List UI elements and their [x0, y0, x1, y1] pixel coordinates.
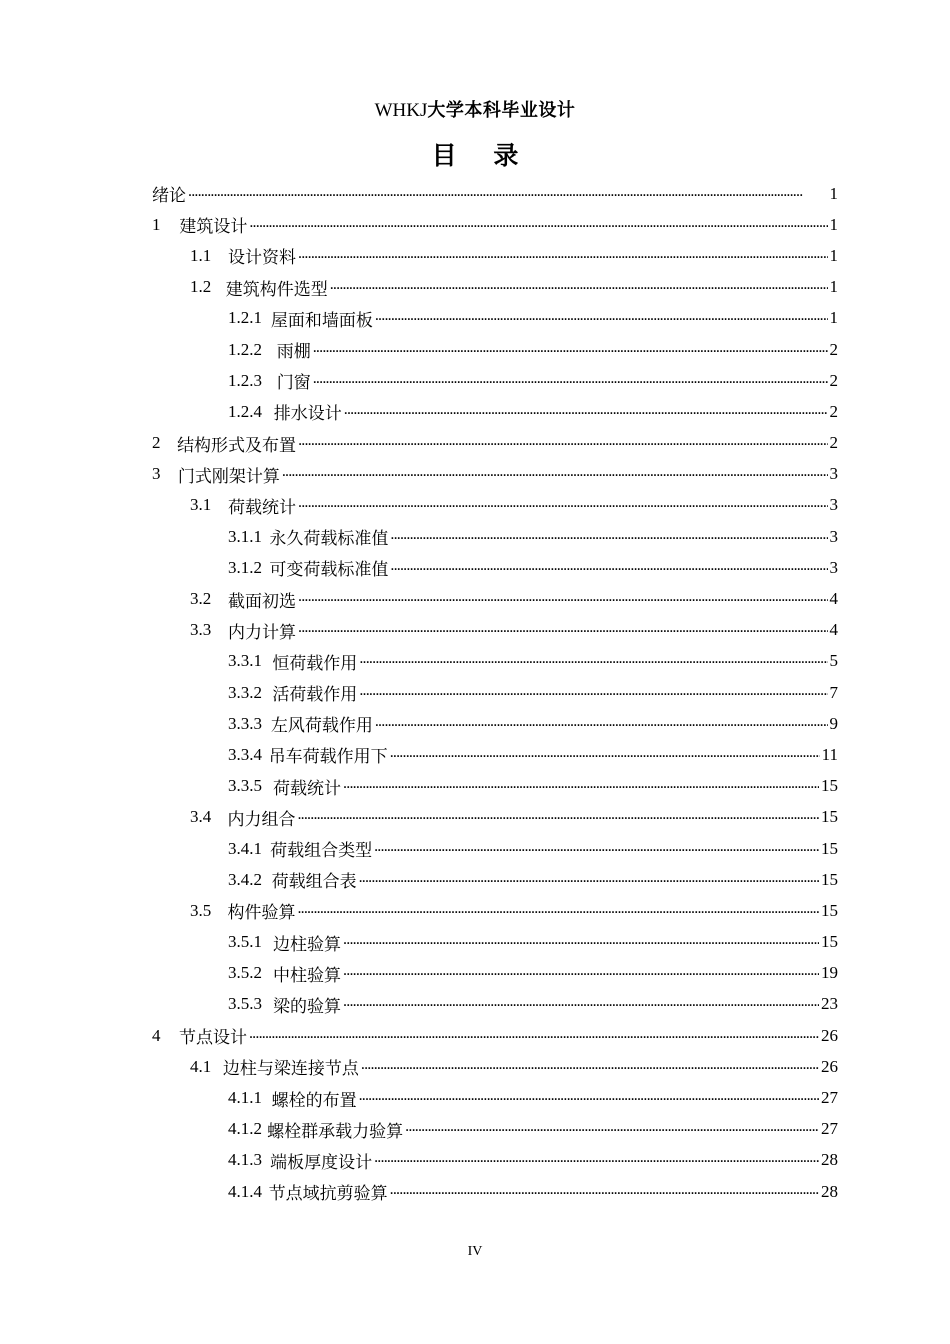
toc-entry-page: 19 — [821, 963, 838, 983]
toc-entry[interactable] — [152, 1176, 838, 1207]
toc-entry-page: 23 — [821, 994, 838, 1014]
toc-dot-leader — [344, 401, 828, 419]
toc-entry[interactable] — [152, 1020, 838, 1051]
toc-entry-number: 3.2 — [190, 589, 212, 609]
header-title: 大学本科毕业设计 — [427, 100, 576, 121]
toc-entry-label: 绪论 — [152, 186, 186, 207]
toc-entry-label: 活荷载作用 — [272, 685, 358, 706]
toc-entry-number: 3.1.1 — [228, 526, 262, 546]
toc-dot-leader — [249, 1025, 819, 1043]
toc-entry-label: 截面初选 — [228, 591, 297, 612]
toc-entry-number: 3.4.1 — [228, 838, 262, 858]
toc-entry[interactable] — [152, 552, 838, 583]
toc-entry-label: 荷载组合表 — [271, 872, 357, 893]
toc-entry-number: 3.5 — [190, 900, 212, 920]
toc-entry-number: 4.1.2 — [228, 1119, 262, 1139]
toc-entry[interactable] — [152, 1082, 838, 1113]
toc-entry-page: 1 — [829, 277, 838, 297]
toc-entry-number: 3.5.2 — [228, 963, 262, 983]
toc-entry[interactable] — [152, 646, 838, 677]
toc-entry-label: 永久荷载标准值 — [269, 529, 389, 550]
toc-entry-label: 构件验算 — [227, 903, 296, 924]
toc-dot-leader — [282, 463, 828, 481]
toc-entry-number: 3.3 — [190, 620, 212, 640]
toc-entry-label: 螺栓群承载力验算 — [267, 1121, 404, 1142]
toc-entry-number: 1 — [152, 214, 161, 234]
toc-entry-number: 3 — [152, 464, 161, 484]
toc-dot-leader — [390, 1181, 819, 1199]
toc-entry-number: 3.1.2 — [228, 557, 262, 577]
toc-entry-number: 4.1.4 — [228, 1181, 262, 1201]
toc-entry-label: 可变荷载标准值 — [269, 560, 389, 581]
toc-entry-label: 雨棚 — [276, 342, 311, 363]
toc-entry-label: 节点设计 — [178, 1028, 247, 1049]
toc-entry-page: 28 — [821, 1181, 838, 1201]
toc-entry-label: 荷载统计 — [228, 497, 297, 518]
toc-entry-label: 中柱验算 — [273, 965, 342, 986]
toc-entry-label: 设计资料 — [228, 248, 297, 269]
toc-entry[interactable] — [152, 895, 838, 926]
toc-dot-leader — [297, 806, 819, 824]
page-number: IV — [467, 1244, 483, 1259]
toc-dot-leader — [298, 494, 827, 512]
toc-entry-page: 2 — [829, 339, 838, 359]
toc-title: 目 录 — [431, 141, 533, 170]
toc-entry[interactable] — [152, 708, 838, 739]
toc-entry[interactable] — [152, 1114, 838, 1145]
toc-dot-leader — [374, 838, 819, 856]
toc-entry[interactable] — [152, 303, 838, 334]
toc-dot-leader — [343, 993, 819, 1011]
toc-dot-leader — [359, 1087, 819, 1105]
toc-dot-leader — [297, 900, 819, 918]
toc-entry-label: 排水设计 — [273, 404, 342, 425]
toc-entry-label: 荷载统计 — [273, 778, 342, 799]
toc-entry-label: 梁的验算 — [273, 996, 342, 1017]
toc-entry[interactable] — [152, 490, 838, 521]
toc-dot-leader — [188, 183, 828, 201]
toc-entry-number: 4.1 — [190, 1056, 212, 1076]
toc-entry-page: 3 — [829, 495, 838, 515]
toc-dot-leader — [390, 526, 827, 544]
toc-entry[interactable] — [152, 989, 838, 1020]
toc-dot-leader — [359, 869, 819, 887]
toc-entry-page: 9 — [829, 713, 838, 733]
toc-dot-leader — [375, 307, 828, 325]
toc-entry-number: 1.2 — [190, 277, 212, 297]
toc-entry-number: 3.5.1 — [228, 932, 262, 952]
toc-dot-leader — [249, 214, 827, 232]
toc-entry-page: 15 — [821, 900, 838, 920]
toc-entry-page: 4 — [829, 589, 838, 609]
toc-dot-leader — [359, 650, 827, 668]
toc-entry-label: 螺栓的布置 — [271, 1090, 357, 1111]
toc-dot-leader — [361, 1056, 819, 1074]
toc-entry[interactable] — [152, 396, 838, 427]
toc-entry[interactable] — [152, 802, 838, 833]
toc-entry-page: 15 — [821, 869, 838, 889]
toc-entry-label: 恒荷载作用 — [272, 653, 358, 674]
toc-entry-page: 15 — [821, 776, 838, 796]
toc-entry[interactable] — [152, 864, 838, 895]
toc-entry-label: 吊车荷载作用下 — [268, 747, 388, 768]
toc-dot-leader — [313, 339, 828, 357]
toc-entry-label: 内力组合 — [227, 809, 296, 830]
toc-entry[interactable] — [152, 958, 838, 989]
toc-entry-page: 5 — [829, 651, 838, 671]
toc-entry[interactable] — [152, 521, 838, 552]
toc-dot-leader — [390, 744, 820, 762]
toc-entry[interactable] — [152, 1145, 838, 1176]
toc-dot-leader — [298, 619, 827, 637]
toc-entry-page: 1 — [829, 183, 838, 203]
toc-entry-number: 1.2.4 — [228, 401, 262, 421]
toc-dot-leader — [343, 931, 819, 949]
toc-entry-label: 端板厚度设计 — [270, 1152, 373, 1173]
page-header — [0, 96, 950, 122]
toc-entry[interactable] — [152, 927, 838, 958]
toc-entry-page: 15 — [821, 932, 838, 952]
toc-entry[interactable] — [152, 615, 838, 646]
toc-dot-leader — [359, 682, 827, 700]
toc-entry-number: 3.5.3 — [228, 994, 262, 1014]
toc-entry-number: 4.1.1 — [228, 1088, 262, 1108]
toc-entry-label: 左风荷载作用 — [270, 716, 373, 737]
toc-entry[interactable] — [152, 178, 838, 209]
toc-entry-page: 27 — [821, 1088, 838, 1108]
toc-entry[interactable] — [152, 459, 838, 490]
toc-dot-leader — [343, 775, 819, 793]
toc-dot-leader — [343, 962, 819, 980]
toc-entry-page: 1 — [829, 245, 838, 265]
toc-entry[interactable] — [152, 334, 838, 365]
toc-entry[interactable] — [152, 739, 838, 770]
toc-dot-leader — [390, 557, 827, 575]
toc-entry-page: 28 — [821, 1150, 838, 1170]
toc-entry-number: 1.2.3 — [228, 370, 262, 390]
toc-entry-page: 3 — [829, 557, 838, 577]
toc-entry-label: 荷载组合类型 — [270, 841, 373, 862]
toc-entry-label: 建筑设计 — [179, 217, 248, 238]
toc-entry-label: 边柱验算 — [273, 934, 342, 955]
toc-entry[interactable] — [152, 209, 838, 240]
toc-entry[interactable] — [152, 771, 838, 802]
toc-entry-page: 11 — [821, 744, 838, 764]
table-of-contents — [152, 178, 838, 1207]
toc-entry-label: 内力计算 — [228, 622, 297, 643]
toc-entry-page: 4 — [829, 620, 838, 640]
toc-entry-page: 26 — [821, 1025, 838, 1045]
toc-entry[interactable] — [152, 833, 838, 864]
toc-entry-page: 26 — [821, 1056, 838, 1076]
toc-entry-number: 3.4.2 — [228, 869, 262, 889]
toc-entry[interactable] — [152, 583, 838, 614]
toc-entry-page: 3 — [829, 464, 838, 484]
toc-entry-label: 边柱与梁连接节点 — [222, 1059, 359, 1080]
toc-entry-page: 15 — [821, 838, 838, 858]
toc-entry-page: 15 — [821, 807, 838, 827]
toc-dot-leader — [330, 276, 828, 294]
toc-entry-label: 建筑构件选型 — [225, 279, 328, 300]
toc-entry-number: 3.4 — [190, 807, 212, 827]
toc-entry[interactable] — [152, 365, 838, 396]
toc-dot-leader — [298, 245, 827, 263]
toc-entry-number: 3.3.3 — [228, 713, 262, 733]
toc-entry-number: 3.1 — [190, 495, 212, 515]
toc-entry-number: 4.1.3 — [228, 1150, 262, 1170]
toc-entry-number: 3.3.1 — [228, 651, 262, 671]
toc-entry-number: 3.3.2 — [228, 682, 262, 702]
toc-entry[interactable] — [152, 1051, 838, 1082]
toc-entry-page: 1 — [829, 214, 838, 234]
toc-entry-number: 3.3.5 — [228, 776, 262, 796]
toc-entry-number: 2 — [152, 433, 161, 453]
toc-entry[interactable] — [152, 677, 838, 708]
toc-entry-label: 门窗 — [276, 373, 311, 394]
toc-entry-page: 3 — [829, 526, 838, 546]
toc-dot-leader — [374, 1149, 819, 1167]
toc-dot-leader — [298, 432, 827, 450]
toc-entry-page: 2 — [829, 370, 838, 390]
toc-entry[interactable] — [152, 240, 838, 271]
toc-entry-number: 1.2.1 — [228, 308, 262, 328]
toc-entry-number: 3.3.4 — [228, 744, 262, 764]
header-prefix: WHKJ — [374, 100, 428, 121]
toc-entry-page: 27 — [821, 1119, 838, 1139]
toc-entry-label: 节点域抗剪验算 — [268, 1184, 388, 1205]
toc-entry[interactable] — [152, 272, 838, 303]
toc-entry-number: 1.2.2 — [228, 339, 262, 359]
toc-entry-number: 4 — [152, 1025, 161, 1045]
toc-entry-label: 屋面和墙面板 — [270, 310, 373, 331]
toc-entry-number: 1.1 — [190, 245, 212, 265]
toc-entry-label: 门式刚架计算 — [177, 466, 280, 487]
toc-entry-page: 2 — [829, 401, 838, 421]
toc-entry-label: 结构形式及布置 — [177, 435, 297, 456]
toc-entry-page: 7 — [829, 682, 838, 702]
toc-dot-leader — [405, 1118, 819, 1136]
toc-dot-leader — [298, 588, 827, 606]
toc-dot-leader — [313, 370, 828, 388]
toc-entry-page: 2 — [829, 433, 838, 453]
toc-entry-page: 1 — [829, 308, 838, 328]
toc-entry[interactable] — [152, 428, 838, 459]
toc-dot-leader — [375, 713, 828, 731]
